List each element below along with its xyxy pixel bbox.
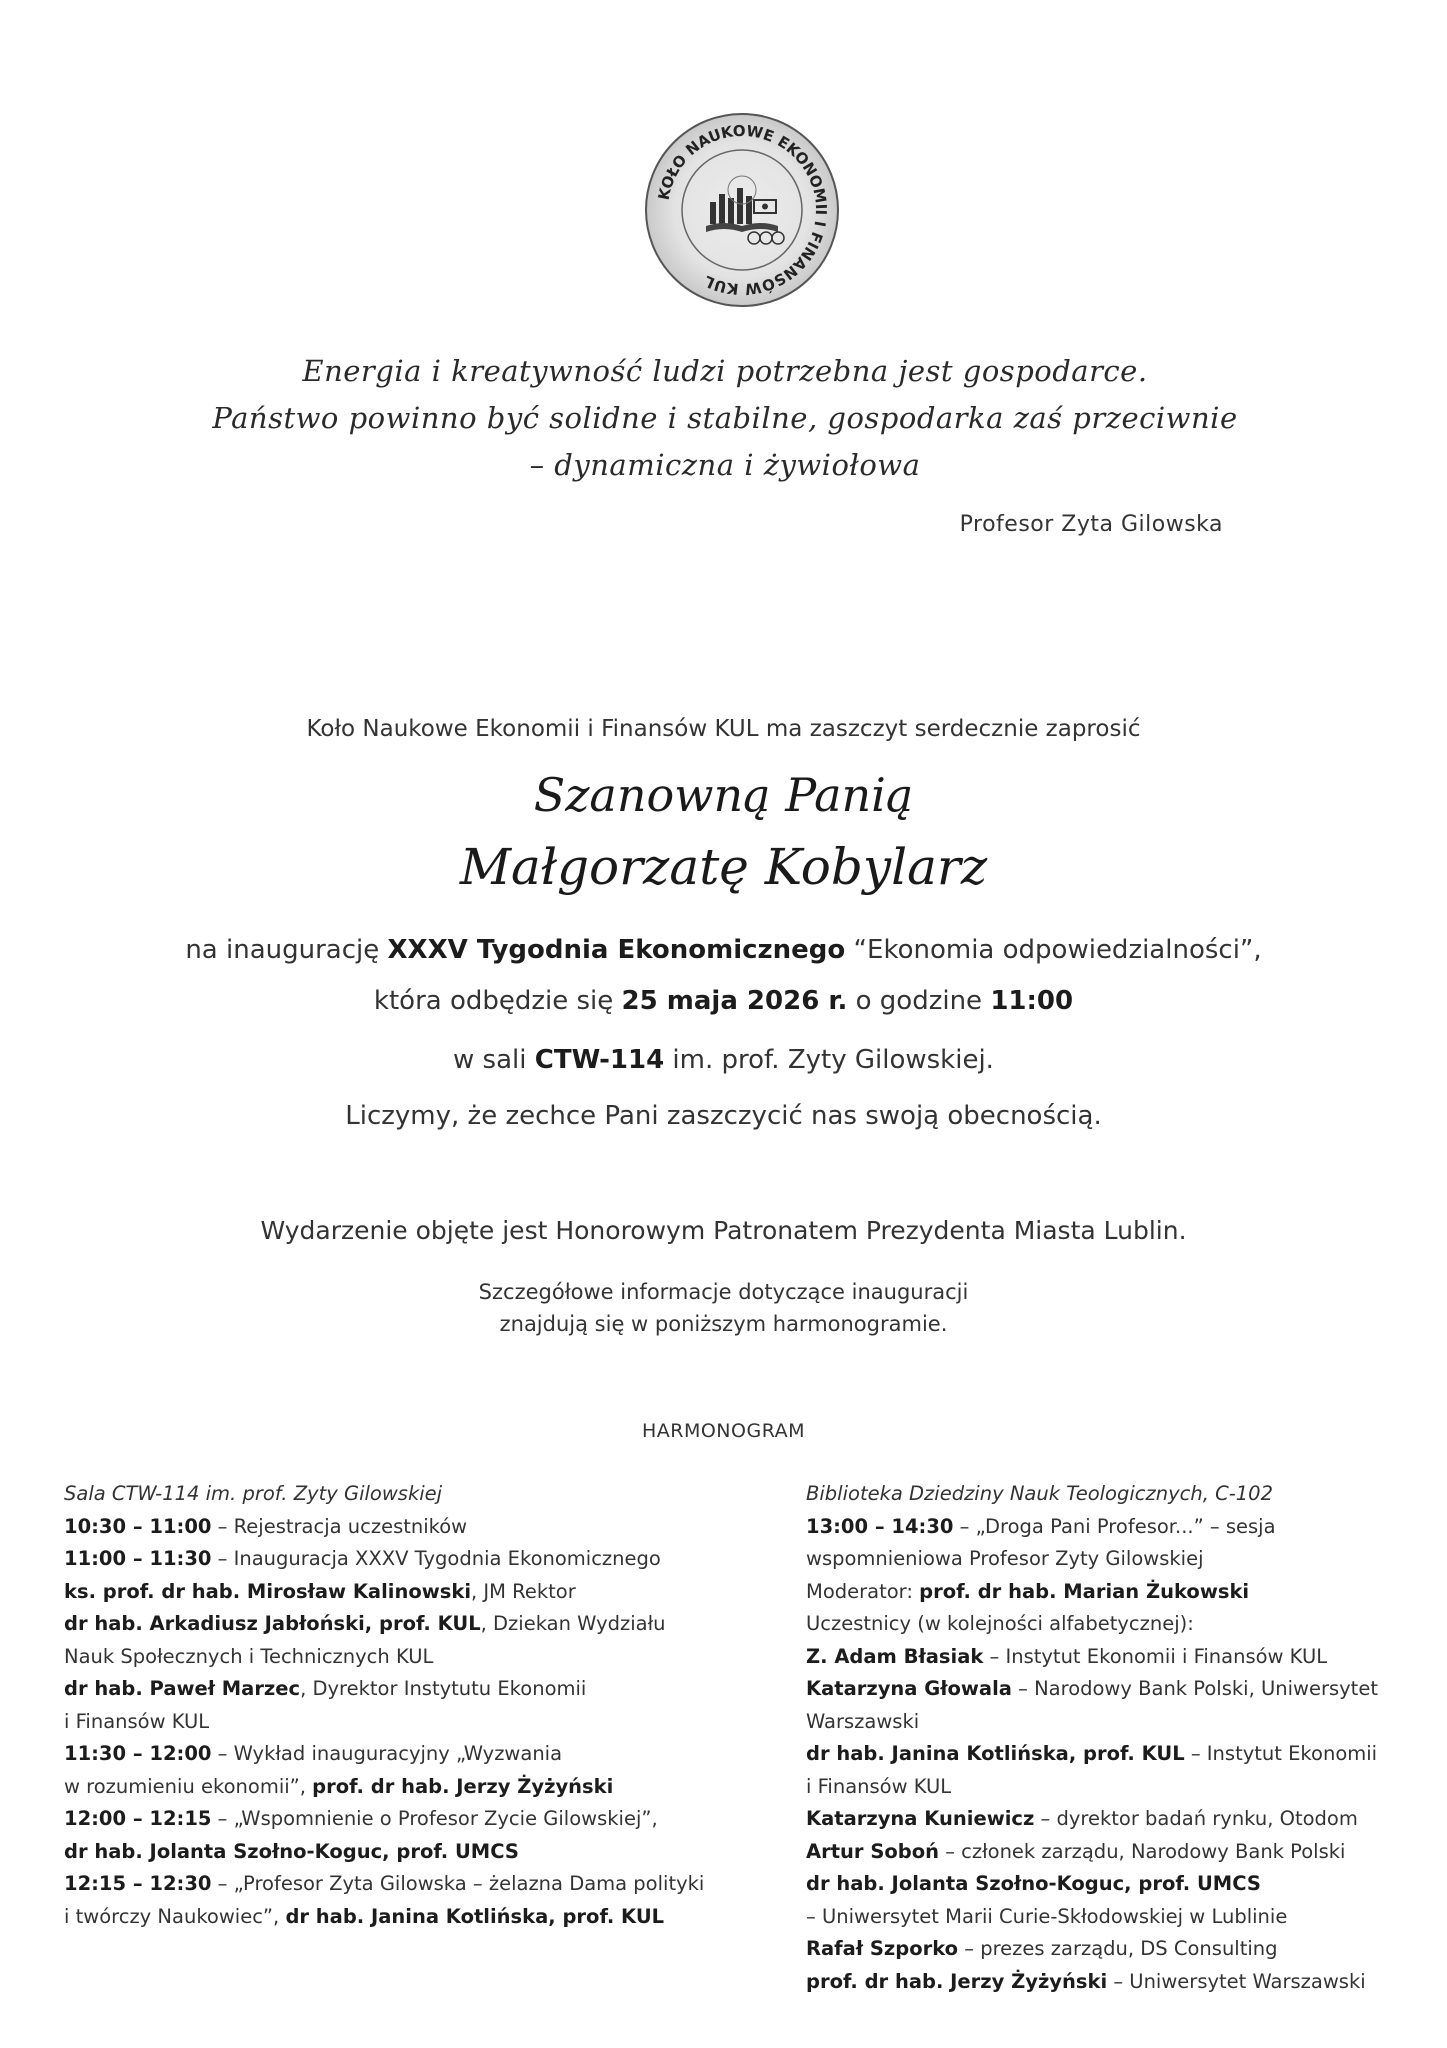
schedule-row: 12:15 – 12:30 – „Profesor Zyta Gilowska – żelazna Dama polityki	[64, 1872, 705, 1895]
patronage-note: Wydarzenie objęte jest Honorowym Patronatem Prezydenta Miasta Lublin.	[260, 1216, 1187, 1245]
schedule-row: dr hab. Janina Kotlińska, prof. KUL – Instytut Ekonomii	[806, 1742, 1378, 1765]
event-date: 25 maja 2026 r.	[621, 986, 848, 1016]
schedule-row: i twórczy Naukowiec”, dr hab. Janina Kotlińska, prof. KUL	[64, 1904, 665, 1928]
venue-heading: Biblioteka Dziedziny Nauk Teologicznych, C-102	[806, 1482, 1273, 1505]
schedule-left-column	[64, 1478, 744, 1933]
quote	[180, 348, 1270, 489]
schedule-row: 13:00 – 14:30 – „Droga Pani Profesor...” – sesja	[806, 1514, 1276, 1538]
invitation-intro: Koło Naukowe Ekonomii i Finansów KUL ma zaszczyt serdecznie zaprosić	[306, 716, 1141, 742]
schedule-row: Uczestnicy (w kolejności alfabetycznej):	[806, 1612, 1194, 1635]
quote-author: Profesor Zyta Gilowska	[959, 512, 1223, 537]
details-note: Szczegółowe informacje dotyczące inauguracji znajdują się w poniższym harmonogramie.	[478, 1280, 969, 1336]
schedule-row: Nauk Społecznych i Technicznych KUL	[64, 1644, 434, 1668]
venue-line: w sali CTW-114 im. prof. Zyty Gilowskiej.	[453, 1045, 994, 1075]
schedule-title: HARMONOGRAM	[641, 1420, 806, 1442]
schedule-row: wspomnieniowa Profesor Zyty Gilowskiej	[806, 1547, 1204, 1570]
schedule-row: Artur Soboń – członek zarządu, Narodowy Bank Polski	[806, 1839, 1346, 1863]
schedule-row: 11:00 – 11:30 – Inauguracja XXXV Tygodnia Ekonomicznego	[64, 1547, 661, 1570]
schedule-row: dr hab. Jolanta Szołno-Koguc, prof. UMCS	[64, 1839, 519, 1863]
club-seal-logo	[642, 110, 842, 310]
quote-line: Energia i kreatywność ludzi potrzebna jest gospodarce.	[302, 354, 1148, 388]
closing-line: Liczymy, że zechce Pani zaszczycić nas swoją obecnością.	[345, 1101, 1102, 1131]
schedule-row: – Uniwersytet Marii Curie-Skłodowskiej w Lublinie	[806, 1904, 1288, 1928]
salutation: Szanowną Panią	[533, 768, 914, 822]
invitee-name: Małgorzatę Kobylarz	[459, 838, 988, 896]
room-code: CTW-114	[534, 1045, 665, 1075]
schedule-row: Rafał Szporko – prezes zarządu, DS Consulting	[806, 1937, 1278, 1960]
schedule-row: dr hab. Paweł Marzec, Dyrektor Instytutu Ekonomii	[64, 1677, 587, 1700]
schedule-row: 11:30 – 12:00 – Wykład inauguracyjny „Wyzwania	[64, 1742, 563, 1765]
schedule-row: Katarzyna Kuniewicz – dyrektor badań rynku, Otodom	[806, 1807, 1358, 1830]
schedule-row: 10:30 – 11:00 – Rejestracja uczestników	[64, 1514, 468, 1538]
schedule-row: w rozumieniu ekonomii”, prof. dr hab. Jerzy Żyżyński	[64, 1774, 614, 1798]
quote-line: – dynamiczna i żywiołowa	[529, 448, 921, 482]
schedule-row: Z. Adam Błasiak – Instytut Ekonomii i Finansów KUL	[806, 1644, 1328, 1668]
schedule-row: prof. dr hab. Jerzy Żyżyński – Uniwersytet Warszawski	[806, 1969, 1366, 1993]
schedule-row: Moderator: prof. dr hab. Marian Żukowski	[806, 1579, 1250, 1603]
schedule-row: Warszawski	[806, 1709, 920, 1733]
quote-line: Państwo powinno być solidne i stabilne, gospodarka zaś przeciwnie	[212, 401, 1238, 435]
svg-text:KOŁO NAUKOWE EKONOMII I FINANS: KOŁO NAUKOWE EKONOMII I FINANSÓW KUL	[654, 121, 831, 299]
schedule-row: dr hab. Jolanta Szołno-Koguc, prof. UMCS	[806, 1872, 1261, 1895]
venue-heading: Sala CTW-114 im. prof. Zyty Gilowskiej	[64, 1482, 443, 1505]
date-line: która odbędzie się 25 maja 2026 r. o godzine 11:00	[373, 986, 1074, 1016]
schedule-row: i Finansów KUL	[64, 1709, 210, 1733]
schedule-row: 12:00 – 12:15 – „Wspomnienie o Profesor Zycie Gilowskiej”,	[64, 1807, 658, 1830]
schedule-right-column	[806, 1478, 1446, 1998]
schedule-row: ks. prof. dr hab. Mirosław Kalinowski, JM Rektor	[64, 1579, 576, 1603]
schedule-row: dr hab. Arkadiusz Jabłoński, prof. KUL, Dziekan Wydziału	[64, 1612, 666, 1635]
event-line: na inaugurację XXXV Tygodnia Ekonomicznego “Ekonomia odpowiedzialności”,	[185, 935, 1262, 965]
event-name: XXXV Tygodnia Ekonomicznego	[387, 935, 846, 965]
schedule-row: i Finansów KUL	[806, 1774, 952, 1798]
schedule-row: Katarzyna Głowala – Narodowy Bank Polski, Uniwersytet	[806, 1677, 1378, 1700]
event-time: 11:00	[990, 986, 1074, 1016]
